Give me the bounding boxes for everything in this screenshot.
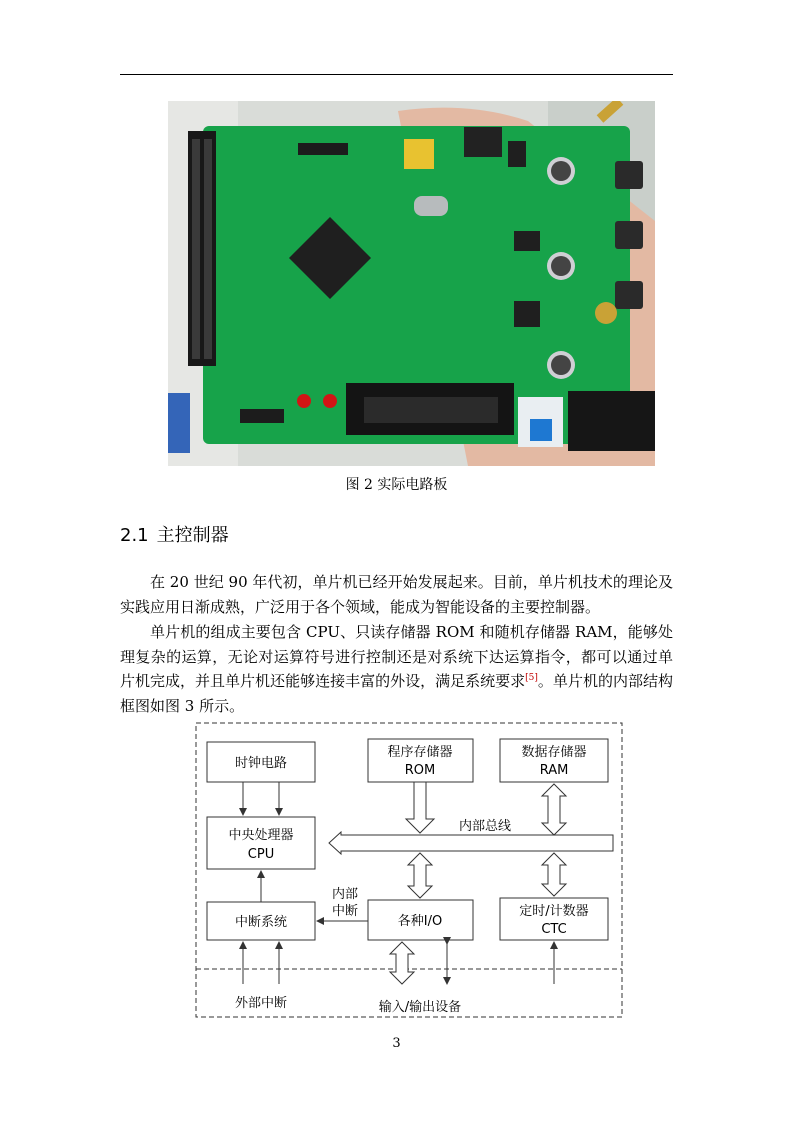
section-number: 2.1	[120, 525, 149, 546]
section-title: 主控制器	[156, 525, 229, 546]
ram-label: 数据存储器	[521, 745, 587, 760]
figure-caption: 图 2 实际电路板	[345, 477, 448, 493]
internal-interrupt-label: 内部	[331, 887, 359, 902]
internal-interrupt-label: 中断	[331, 904, 359, 919]
interrupt-system-label: 中断系统	[234, 915, 288, 930]
paragraph: 在 20 世纪 90 年代初，单片机已经开始发展起来。目前，单片机技术的理论及实践应用日渐成熟，广泛用于各个领域，能成为智能设备的主要控制器。	[120, 573, 673, 616]
internal-bus-label: 内部总线	[458, 819, 512, 834]
rom-label: 程序存储器	[387, 745, 453, 760]
cpu-label: CPU	[247, 847, 275, 862]
ctc-label: CTC	[541, 922, 567, 937]
mcu-structure-diagram	[195, 722, 623, 1018]
internal-bus-arrow	[329, 832, 613, 854]
rom-label: ROM	[404, 763, 436, 778]
section-heading	[120, 521, 229, 547]
citation-link[interactable]: [5]	[525, 673, 538, 683]
page-number: 3	[392, 1036, 401, 1051]
io-bus-arrow	[408, 853, 432, 898]
external-interrupt-label: 外部中断	[234, 996, 288, 1011]
rom-bus-arrow	[406, 782, 434, 833]
io-devices-label: 输入/输出设备	[378, 1000, 462, 1015]
paragraph-text: 。单片机的内部结构框图如图 3 所示。	[120, 672, 673, 715]
paragraph-text: 单片机的组成主要包含 CPU、只读存储器 ROM 和随机存储器 RAM，能够处理复杂的运算，无论对运算符号进行控制还是对系统下达运算指令，都可以通过单片机完成，并且单片机还能够连接丰富的外设，满足系统要求	[120, 623, 673, 690]
ctc-label: 定时/计数器	[519, 904, 589, 919]
clock-circuit-label: 时钟电路	[234, 756, 288, 771]
paragraph	[120, 620, 673, 718]
ctc-bus-arrow	[542, 853, 566, 896]
cpu-label: 中央处理器	[228, 828, 294, 843]
header-rule	[120, 74, 673, 75]
io-label: 各种I/O	[397, 914, 443, 929]
ram-label: RAM	[539, 763, 569, 778]
io-device-arrow	[390, 942, 414, 984]
circuit-board-photo	[168, 101, 655, 466]
ram-bus-arrow	[542, 784, 566, 835]
